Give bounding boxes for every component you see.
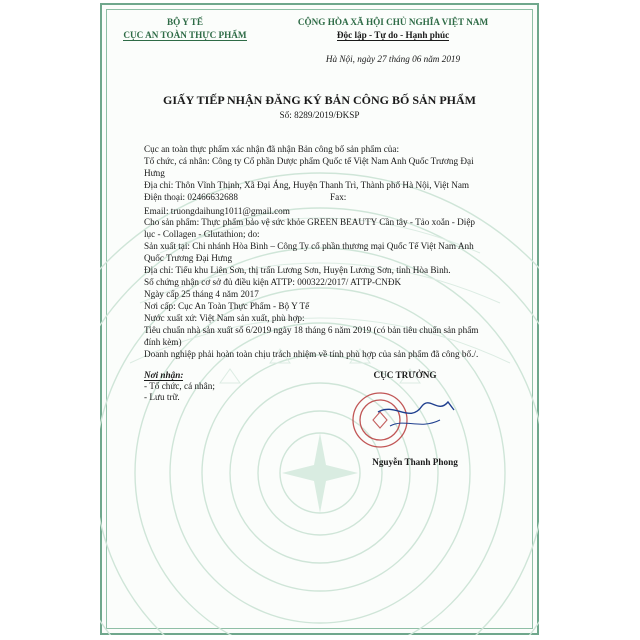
issue-place-date: Hà Nội, ngày 27 tháng 06 năm 2019 — [325, 54, 461, 64]
organization-address: Địa chỉ: Thôn Vĩnh Thịnh, Xã Đại Áng, Huyện Thanh Trì, Thành phố Hà Nội, Việt Nam — [144, 180, 470, 190]
organization-line: Tổ chức, cá nhân: Công ty Cổ phần Dược phẩm Quốc tế Việt Nam Anh Quốc Trương Đại — [144, 156, 474, 166]
certificate-date: Ngày cấp 25 tháng 4 năm 2017 — [144, 289, 259, 299]
product-line: Cho sản phẩm: Thực phẩm bảo vệ sức khỏe GREEN BEAUTY Cần tây - Tảo xoắn - Diệp — [144, 217, 476, 227]
national-motto: Độc lập - Tự do - Hạnh phúc — [336, 30, 450, 40]
recipients-heading: Nơi nhận: — [144, 370, 184, 380]
email-line: Email: truongdaihung1011@gmail.com — [144, 206, 290, 216]
recipient-item: - Lưu trữ. — [144, 392, 180, 402]
standard-line-cont: đính kèm) — [144, 337, 182, 347]
producer-address: Địa chỉ: Tiểu khu Liên Sơn, thị trấn Lương Sơn, Huyện Lương Sơn, tỉnh Hòa Bình. — [144, 265, 451, 275]
product-line-cont: lục - Collagen - Glutathion; do: — [144, 229, 260, 239]
certificate-issuer: Nơi cấp: Cục An Toàn Thực Phẩm - Bộ Y Tế — [144, 301, 310, 311]
signatory-name: Nguyễn Thanh Phong — [372, 457, 458, 467]
standard-line: Tiêu chuẩn nhà sản xuất số 6/2019 ngày 18 tháng 6 năm 2019 (có bản tiêu chuẩn sản phẩm — [144, 325, 479, 335]
producer-line-cont: Quốc Trương Đại Hưng — [144, 253, 233, 263]
phone-line: Điện thoại: 02466632688 — [144, 192, 238, 202]
signatory-position: CỤC TRƯỞNG — [373, 370, 437, 380]
responsibility-line: Doanh nghiệp phải hoàn toàn chịu trách nhiệm về tính phù hợp của sản phẩm đã công bố./. — [144, 349, 479, 359]
official-seal-and-signature — [350, 382, 470, 452]
country-name: CỘNG HÒA XÃ HỘI CHỦ NGHĨA VIỆT NAM — [297, 17, 489, 27]
producer-line: Sản xuất tại: Chi nhánh Hòa Bình – Công Ty cổ phần thương mại Quốc Tế Việt Nam Anh — [144, 241, 474, 251]
recipient-item: - Tổ chức, cá nhân; — [144, 381, 215, 391]
organization-line-cont: Hưng — [144, 168, 165, 178]
fax-line: Fax: — [330, 192, 347, 202]
certificate-line: Số chứng nhận cơ sở đủ điều kiện ATTP: 000322/2017/ ATTP-CNĐK — [144, 277, 402, 287]
agency-name: CỤC AN TOÀN THỰC PHẨM — [123, 30, 247, 40]
document-number: Số: 8289/2019/ĐKSP — [279, 110, 360, 120]
document-title: GIẤY TIẾP NHẬN ĐĂNG KÝ BẢN CÔNG BỐ SẢN PHẨM — [162, 93, 477, 107]
intro-line: Cục an toàn thực phẩm xác nhận đã nhận Bản công bố sản phẩm của: — [144, 144, 400, 154]
ministry-name: BỘ Y TẾ — [167, 17, 203, 27]
origin-line: Nước xuất xứ: Việt Nam sản xuất, phù hợp: — [144, 313, 305, 323]
